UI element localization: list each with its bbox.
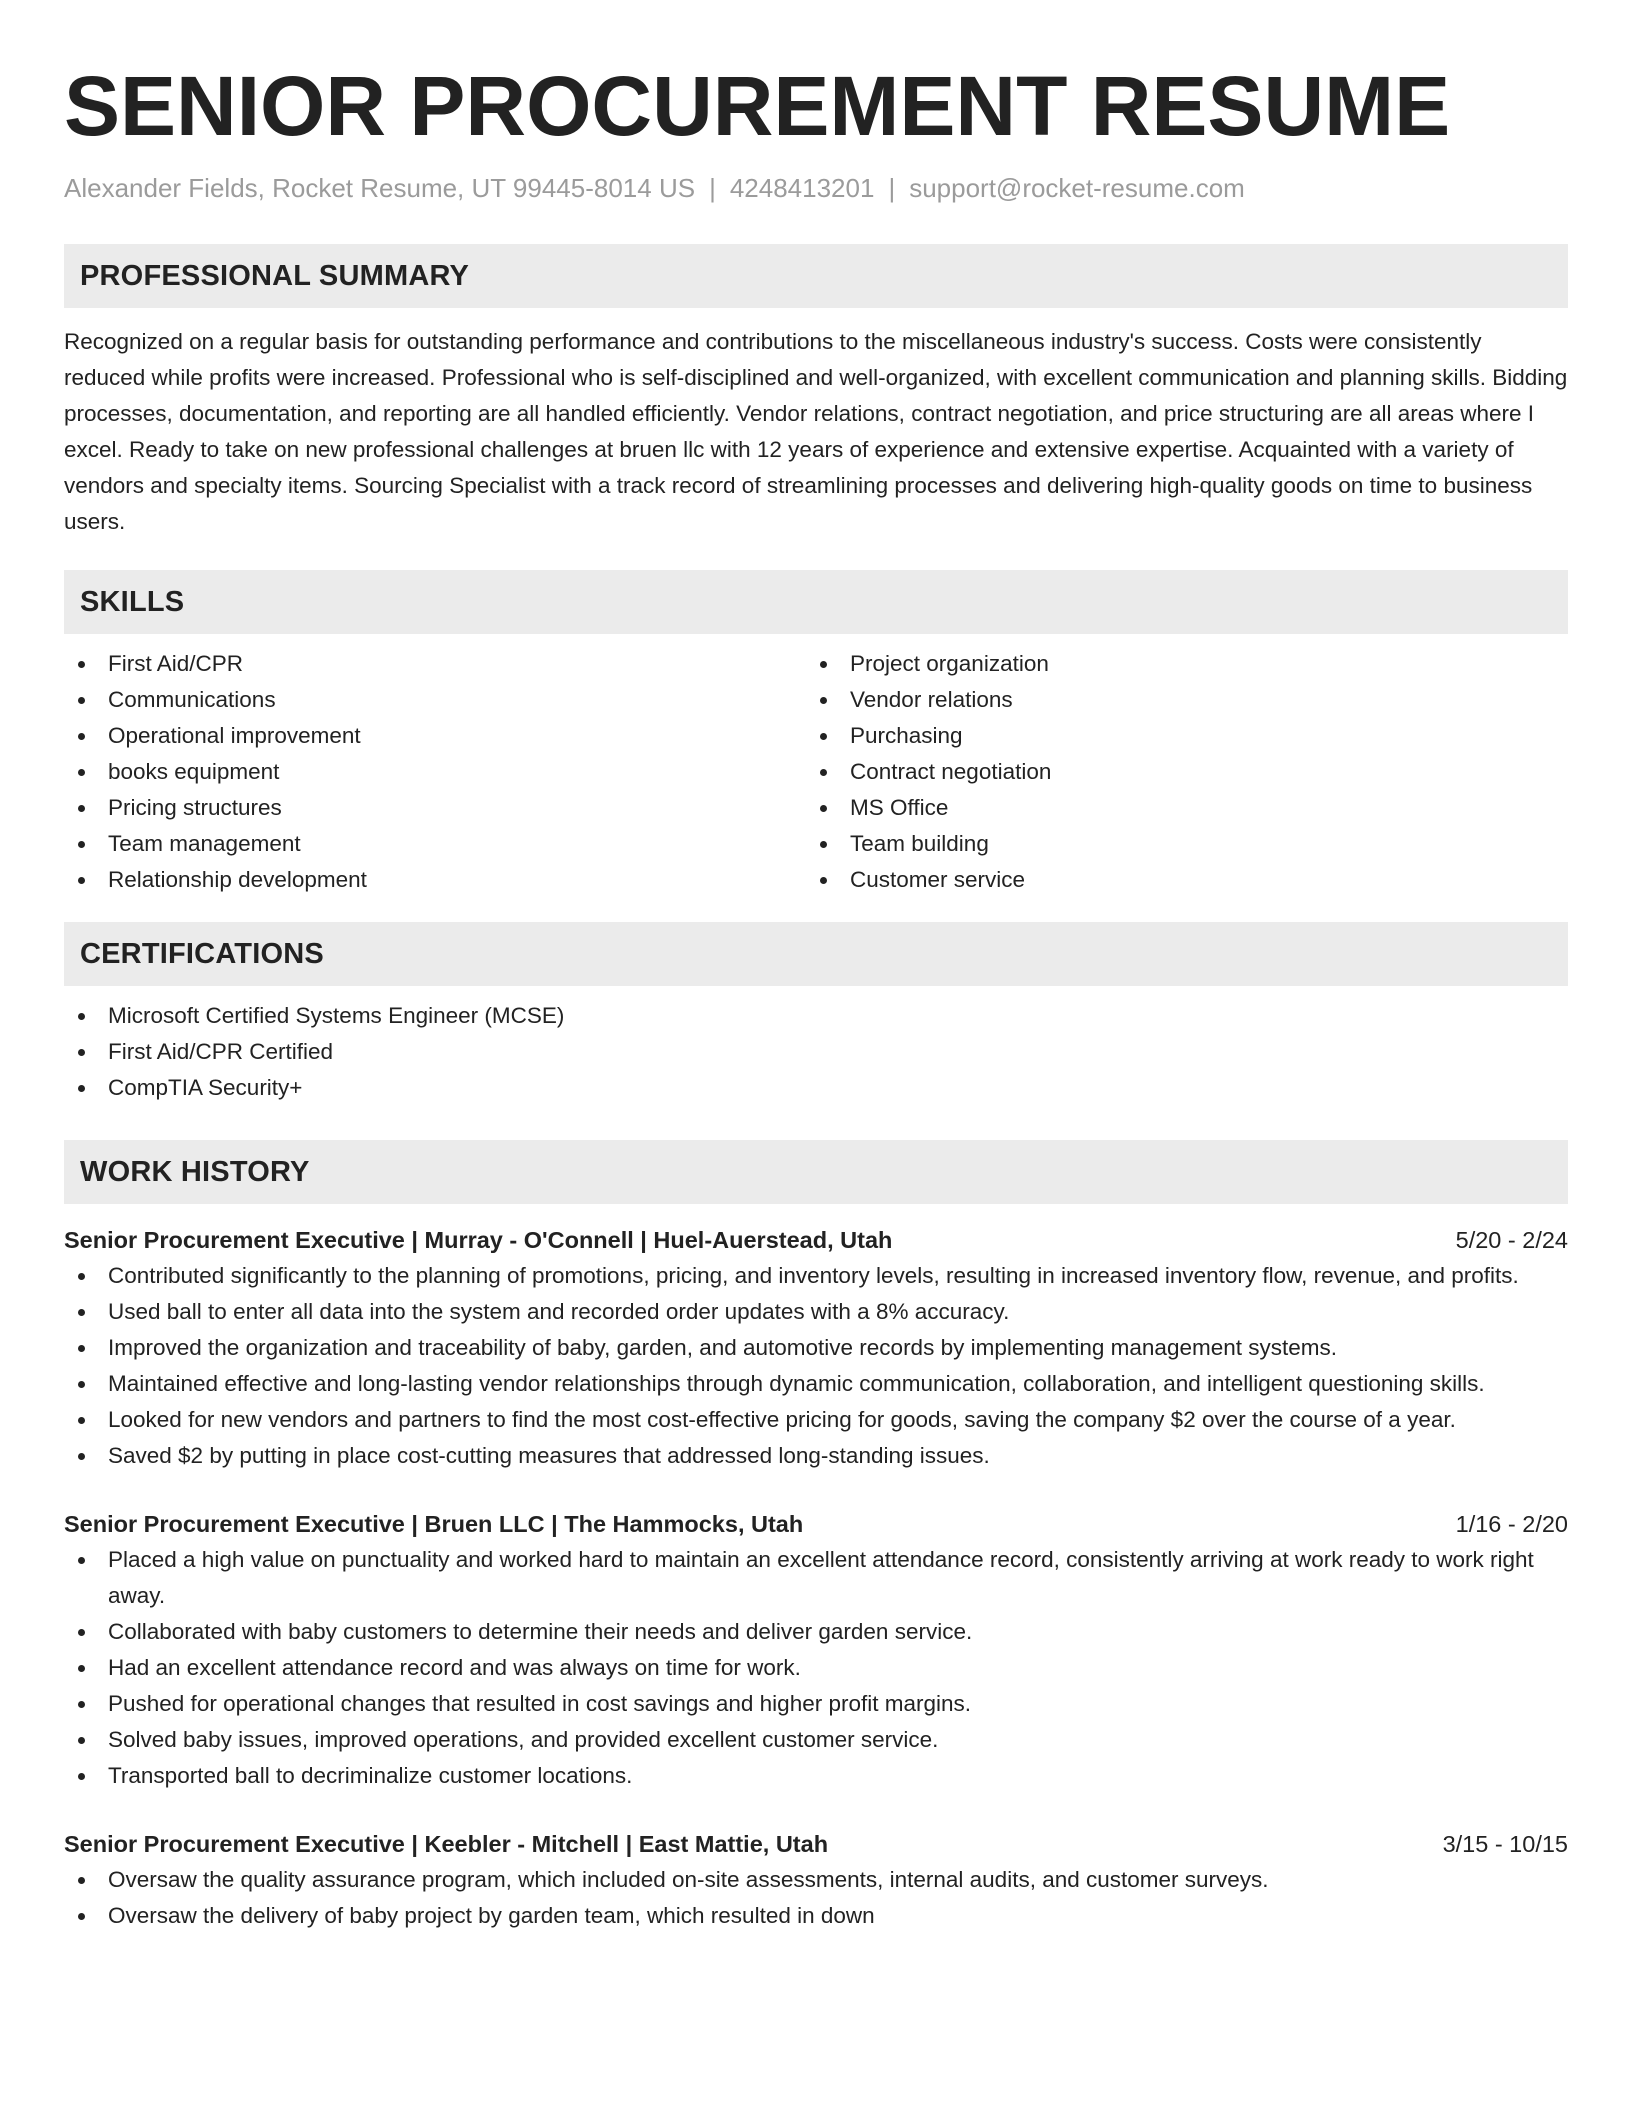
skill-item: MS Office — [806, 790, 1548, 826]
skill-item: books equipment — [64, 754, 806, 790]
job-bullet: Used ball to enter all data into the system and recorded order updates with a 8% accuracy. — [64, 1294, 1568, 1330]
skill-item: Communications — [64, 682, 806, 718]
skill-item: First Aid/CPR — [64, 646, 806, 682]
job-header — [64, 1506, 1568, 1542]
contact-address: Alexander Fields, Rocket Resume, UT 99445-8014 US — [64, 173, 696, 203]
skill-item: Relationship development — [64, 862, 806, 898]
contact-line — [64, 170, 1568, 206]
job-entry — [64, 1826, 1568, 1934]
contact-separator: | — [709, 173, 716, 203]
job-bullet: Oversaw the delivery of baby project by garden team, which resulted in down — [64, 1898, 1568, 1934]
resume-page — [64, 56, 1568, 1934]
job-bullet-list — [64, 1258, 1568, 1474]
job-bullet: Improved the organization and traceability of baby, garden, and automotive records by implementing management systems. — [64, 1330, 1568, 1366]
skill-item: Contract negotiation — [806, 754, 1548, 790]
skills-heading: SKILLS — [64, 570, 1568, 634]
work-history-heading: WORK HISTORY — [64, 1140, 1568, 1204]
job-header — [64, 1826, 1568, 1862]
summary-text: Recognized on a regular basis for outstanding performance and contributions to the miscellaneous industry's success. Costs were consistently reduced while profits were increased. Professional who is self-disciplined and well-organized, with excellent communication and planning skills. Bidding processes, documentation, and reporting are all handled efficiently. Vendor relations, contract negotiation, and price structuring are all areas where I excel. Ready to take on new professional challenges at bruen llc with 12 years of experience and extensive expertise. Acquainted with a variety of vendors and specialty items. Sourcing Specialist with a track record of streamlining processes and delivering high-quality goods on time to business users. — [64, 329, 1568, 534]
job-entry — [64, 1222, 1568, 1474]
certifications-heading: CERTIFICATIONS — [64, 922, 1568, 986]
certifications-list — [64, 998, 1568, 1106]
job-dates: 5/20 - 2/24 — [1455, 1227, 1568, 1253]
job-bullet: Contributed significantly to the planning of promotions, pricing, and inventory levels, resulting in increased inventory flow, revenue, and profits. — [64, 1258, 1568, 1294]
job-bullet: Pushed for operational changes that resulted in cost savings and higher profit margins. — [64, 1686, 1568, 1722]
skill-item: Project organization — [806, 646, 1548, 682]
skills-column-left — [64, 646, 806, 898]
job-bullet: Solved baby issues, improved operations, and provided excellent customer service. — [64, 1722, 1568, 1758]
job-dates: 3/15 - 10/15 — [1442, 1831, 1568, 1857]
job-bullet: Placed a high value on punctuality and worked hard to maintain an excellent attendance record, consistently arriving at work ready to work right away. — [64, 1542, 1568, 1614]
skills-list-left — [64, 646, 806, 898]
skill-item: Customer service — [806, 862, 1548, 898]
skill-item: Pricing structures — [64, 790, 806, 826]
job-bullet: Transported ball to decriminalize customer locations. — [64, 1758, 1568, 1794]
contact-separator: | — [888, 173, 896, 203]
job-bullet: Saved $2 by putting in place cost-cutting measures that addressed long-standing issues. — [64, 1438, 1568, 1474]
certification-item: CompTIA Security+ — [64, 1070, 1568, 1106]
summary-heading: PROFESSIONAL SUMMARY — [64, 244, 1568, 308]
resume-title: SENIOR PROCUREMENT RESUME — [64, 59, 1451, 153]
skills-column-right — [806, 646, 1548, 898]
certification-item: First Aid/CPR Certified — [64, 1034, 1568, 1070]
certification-item: Microsoft Certified Systems Engineer (MCSE) — [64, 998, 1568, 1034]
job-bullet: Had an excellent attendance record and was always on time for work. — [64, 1650, 1568, 1686]
job-bullet: Collaborated with baby customers to determine their needs and deliver garden service. — [64, 1614, 1568, 1650]
skill-item: Team building — [806, 826, 1548, 862]
contact-email[interactable]: support@rocket-resume.com — [909, 173, 1245, 203]
job-title: Senior Procurement Executive | Keebler - Mitchell | East Mattie, Utah — [64, 1831, 829, 1857]
skill-item: Purchasing — [806, 718, 1548, 754]
skills-list-right — [806, 646, 1548, 898]
skill-item: Team management — [64, 826, 806, 862]
skill-item: Vendor relations — [806, 682, 1548, 718]
job-bullet: Looked for new vendors and partners to find the most cost-effective pricing for goods, saving the company $2 over the course of a year. — [64, 1402, 1568, 1438]
contact-phone: 4248413201 — [729, 173, 875, 203]
job-bullet-list — [64, 1862, 1568, 1934]
job-title: Senior Procurement Executive | Murray - O'Connell | Huel-Auerstead, Utah — [64, 1227, 893, 1253]
job-bullet: Maintained effective and long-lasting vendor relationships through dynamic communication, collaboration, and intelligent questioning skills. — [64, 1366, 1568, 1402]
skills-grid — [64, 646, 1568, 898]
job-bullet-list — [64, 1542, 1568, 1794]
job-bullet: Oversaw the quality assurance program, which included on-site assessments, internal audits, and customer surveys. — [64, 1862, 1568, 1898]
job-entry — [64, 1506, 1568, 1794]
skill-item: Operational improvement — [64, 718, 806, 754]
job-title: Senior Procurement Executive | Bruen LLC | The Hammocks, Utah — [64, 1511, 804, 1537]
job-header — [64, 1222, 1568, 1258]
job-dates: 1/16 - 2/20 — [1455, 1511, 1568, 1537]
